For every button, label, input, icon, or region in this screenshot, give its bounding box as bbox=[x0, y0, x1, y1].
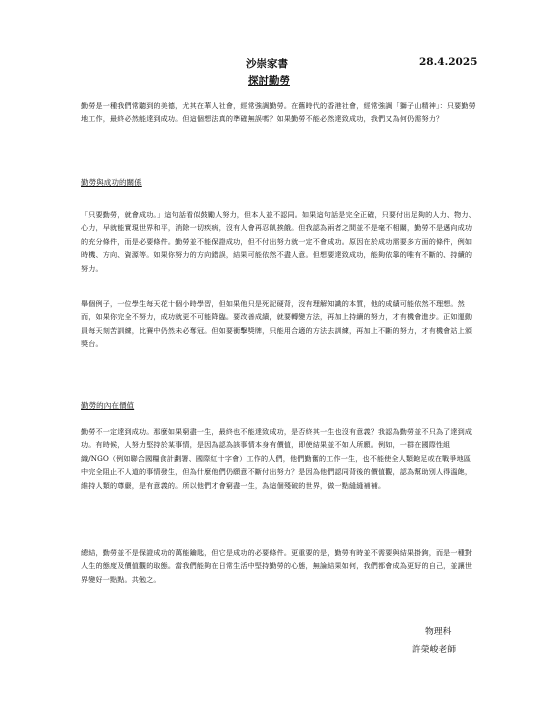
signature-department: 物理科 bbox=[425, 627, 452, 637]
conclusion-paragraph: 總結，勤勞並不是保證成功的萬能鑰匙，但它是成功的必要條件。更重要的是，勤勞有時並不需要與結果掛鉤，而是一種對人生的態度及價值觀的取態。當我們能夠在日常生活中堅持勤勞的心態，無論結果如何，我們都會成為更好的自己，並讓世界變好一點點。共勉之。 bbox=[81, 548, 473, 584]
section2-heading: 勤勞的內在價值 bbox=[81, 401, 135, 410]
document-date: 28.4.2025 bbox=[419, 56, 478, 68]
document-subtitle: 探討勤勞 bbox=[248, 75, 290, 87]
signature-teacher: 許榮峻老師 bbox=[412, 645, 456, 655]
document-title: 沙崇家書 bbox=[246, 58, 288, 70]
section1-paragraph-1: 「只要勤勞，就會成功。」這句話看似鼓勵人努力，但本人並不認同。如果這句話是完全正確，只要付出足夠的人力、物力、心力，早就能實現世界和平，消除一切疾病，沒有人會再忍飢挨餓。但我認為兩者之間並不是毫不相關，勤勞不是邁向成功的充分條件，而是必要條件。勤勞並不能保證成功，但不付出努力就一定不會成功。原因在於成功需要多方面的條件，例如時機、方向、資源等。如果你努力的方向錯誤，結果可能依然不盡人意。但想要達致成功，能夠依靠的唯有不斷的、持續的努力。 bbox=[81, 210, 476, 273]
section2-paragraph-1: 勤勞不一定達到成功。那麼如果窮盡一生，最終也不能達致成功，是否終其一生也沒有意義？我認為勤勞並不只為了達到成功。有時候，人努力堅持於某事情，是因為認為該事情本身有價值，即使結果並不如人所願。例如，一群在國際性組織/NGO（例如聯合國糧食計劃署、國際紅十字會）工作的人們，他們勤奮的工作一生，也不能使全人類飽足或在戰爭地區中完全阻止不人道的事情發生，但為什麼他們仍願意不斷付出努力？是因為他們認同背後的價值觀，認為幫助別人得溫飽，維持人類的尊嚴，是有意義的。所以他們才會窮盡一生，為這個殘破的世界，做一點縫縫補補。 bbox=[81, 427, 473, 490]
section1-paragraph-2: 舉個例子，一位學生每天花十個小時學習，但如果他只是死記硬背，沒有理解知識的本質，他的成績可能依然不理想。然而，如果你完全不努力，成功就更不可能降臨。要改善成績，就要轉變方法，再加上持續的努力，才有機會進步。正如運動員每天刻苦訓練，比賽中仍然未必奪冠。但如要衝擊獎牌，只能用合適的方法去訓練，再加上不斷的努力，才有機會站上頒獎台。 bbox=[81, 299, 473, 349]
intro-paragraph: 勤勞是一種我們常聽到的美德，尤其在華人社會，經常強調勤勞。在舊時代的香港社會，經常強調「獅子山精神」：只要勤勞地工作，最終必然能達到成功。但這個想法真的準確無誤嗎？如果勤勞不能必然達致成功，我們又為何仍需努力？ bbox=[81, 101, 476, 124]
section1-heading: 勤勞與成功的關係 bbox=[81, 178, 142, 187]
